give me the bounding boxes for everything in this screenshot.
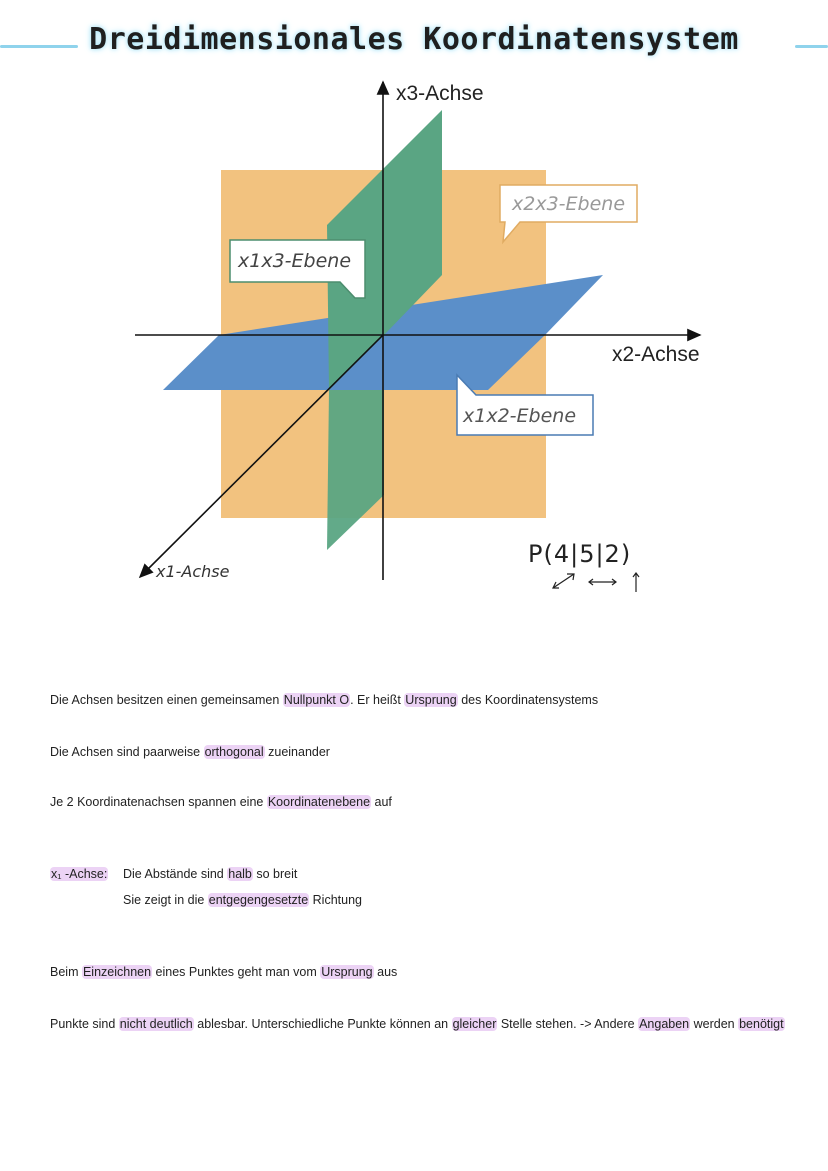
page-title: Dreidimensionales Koordinatensystem [89,22,739,57]
note-line-origin: Die Achsen besitzen einen gemeinsamen Nullpunkt O. Er heißt Ursprung des Koordinatensystems [50,693,599,707]
highlight: entgegengesetzte [208,893,309,907]
highlight: Angaben [639,1017,690,1031]
highlight: benötigt [739,1017,784,1031]
plane-x1x2-label: x1x2-Ebene [463,405,577,427]
highlight: nicht deutlich [119,1017,193,1031]
highlight: Nullpunkt O [283,693,350,707]
axis-x1-label: x1-Achse [156,562,230,581]
highlight: Ursprung [405,693,457,707]
note-x1-label [50,867,108,881]
axis-x2-label: x2-Achse [612,343,700,366]
highlight: Koordinatenebene [267,795,371,809]
highlight: x₁ -Achse: [51,867,108,881]
note-line-plane: Je 2 Koordinatenachsen spannen eine Koordinatenebene auf [50,795,392,809]
note-line-ambiguity: Punkte sind nicht deutlich ablesbar. Unterschiedliche Punkte können an gleicher Stelle stehen. -> Andere Angaben werden benötigt [50,1017,784,1031]
plane-x1x3-label: x1x3-Ebene [238,250,352,272]
axis-x3-label: x3-Achse [396,82,484,105]
highlight: Ursprung [321,965,373,979]
point-annotation: P(4|5|2) [528,540,632,568]
note-line-draw-point: Beim Einzeichnen eines Punktes geht man vom Ursprung aus [50,965,398,979]
note-x1-line2: Sie zeigt in die entgegengesetzte Richtung [123,893,362,907]
note-line-orthogonal: Die Achsen sind paarweise orthogonal zueinander [50,745,330,759]
note-x1-line1: Die Abstände sind halb so breit [123,867,298,881]
plane-x2x3-label: x2x3-Ebene [512,193,626,215]
highlight: orthogonal [204,745,264,759]
highlight: gleicher [452,1017,497,1031]
point-direction-arrows [553,573,639,592]
highlight: halb [228,867,252,881]
highlight: Einzeichnen [82,965,152,979]
